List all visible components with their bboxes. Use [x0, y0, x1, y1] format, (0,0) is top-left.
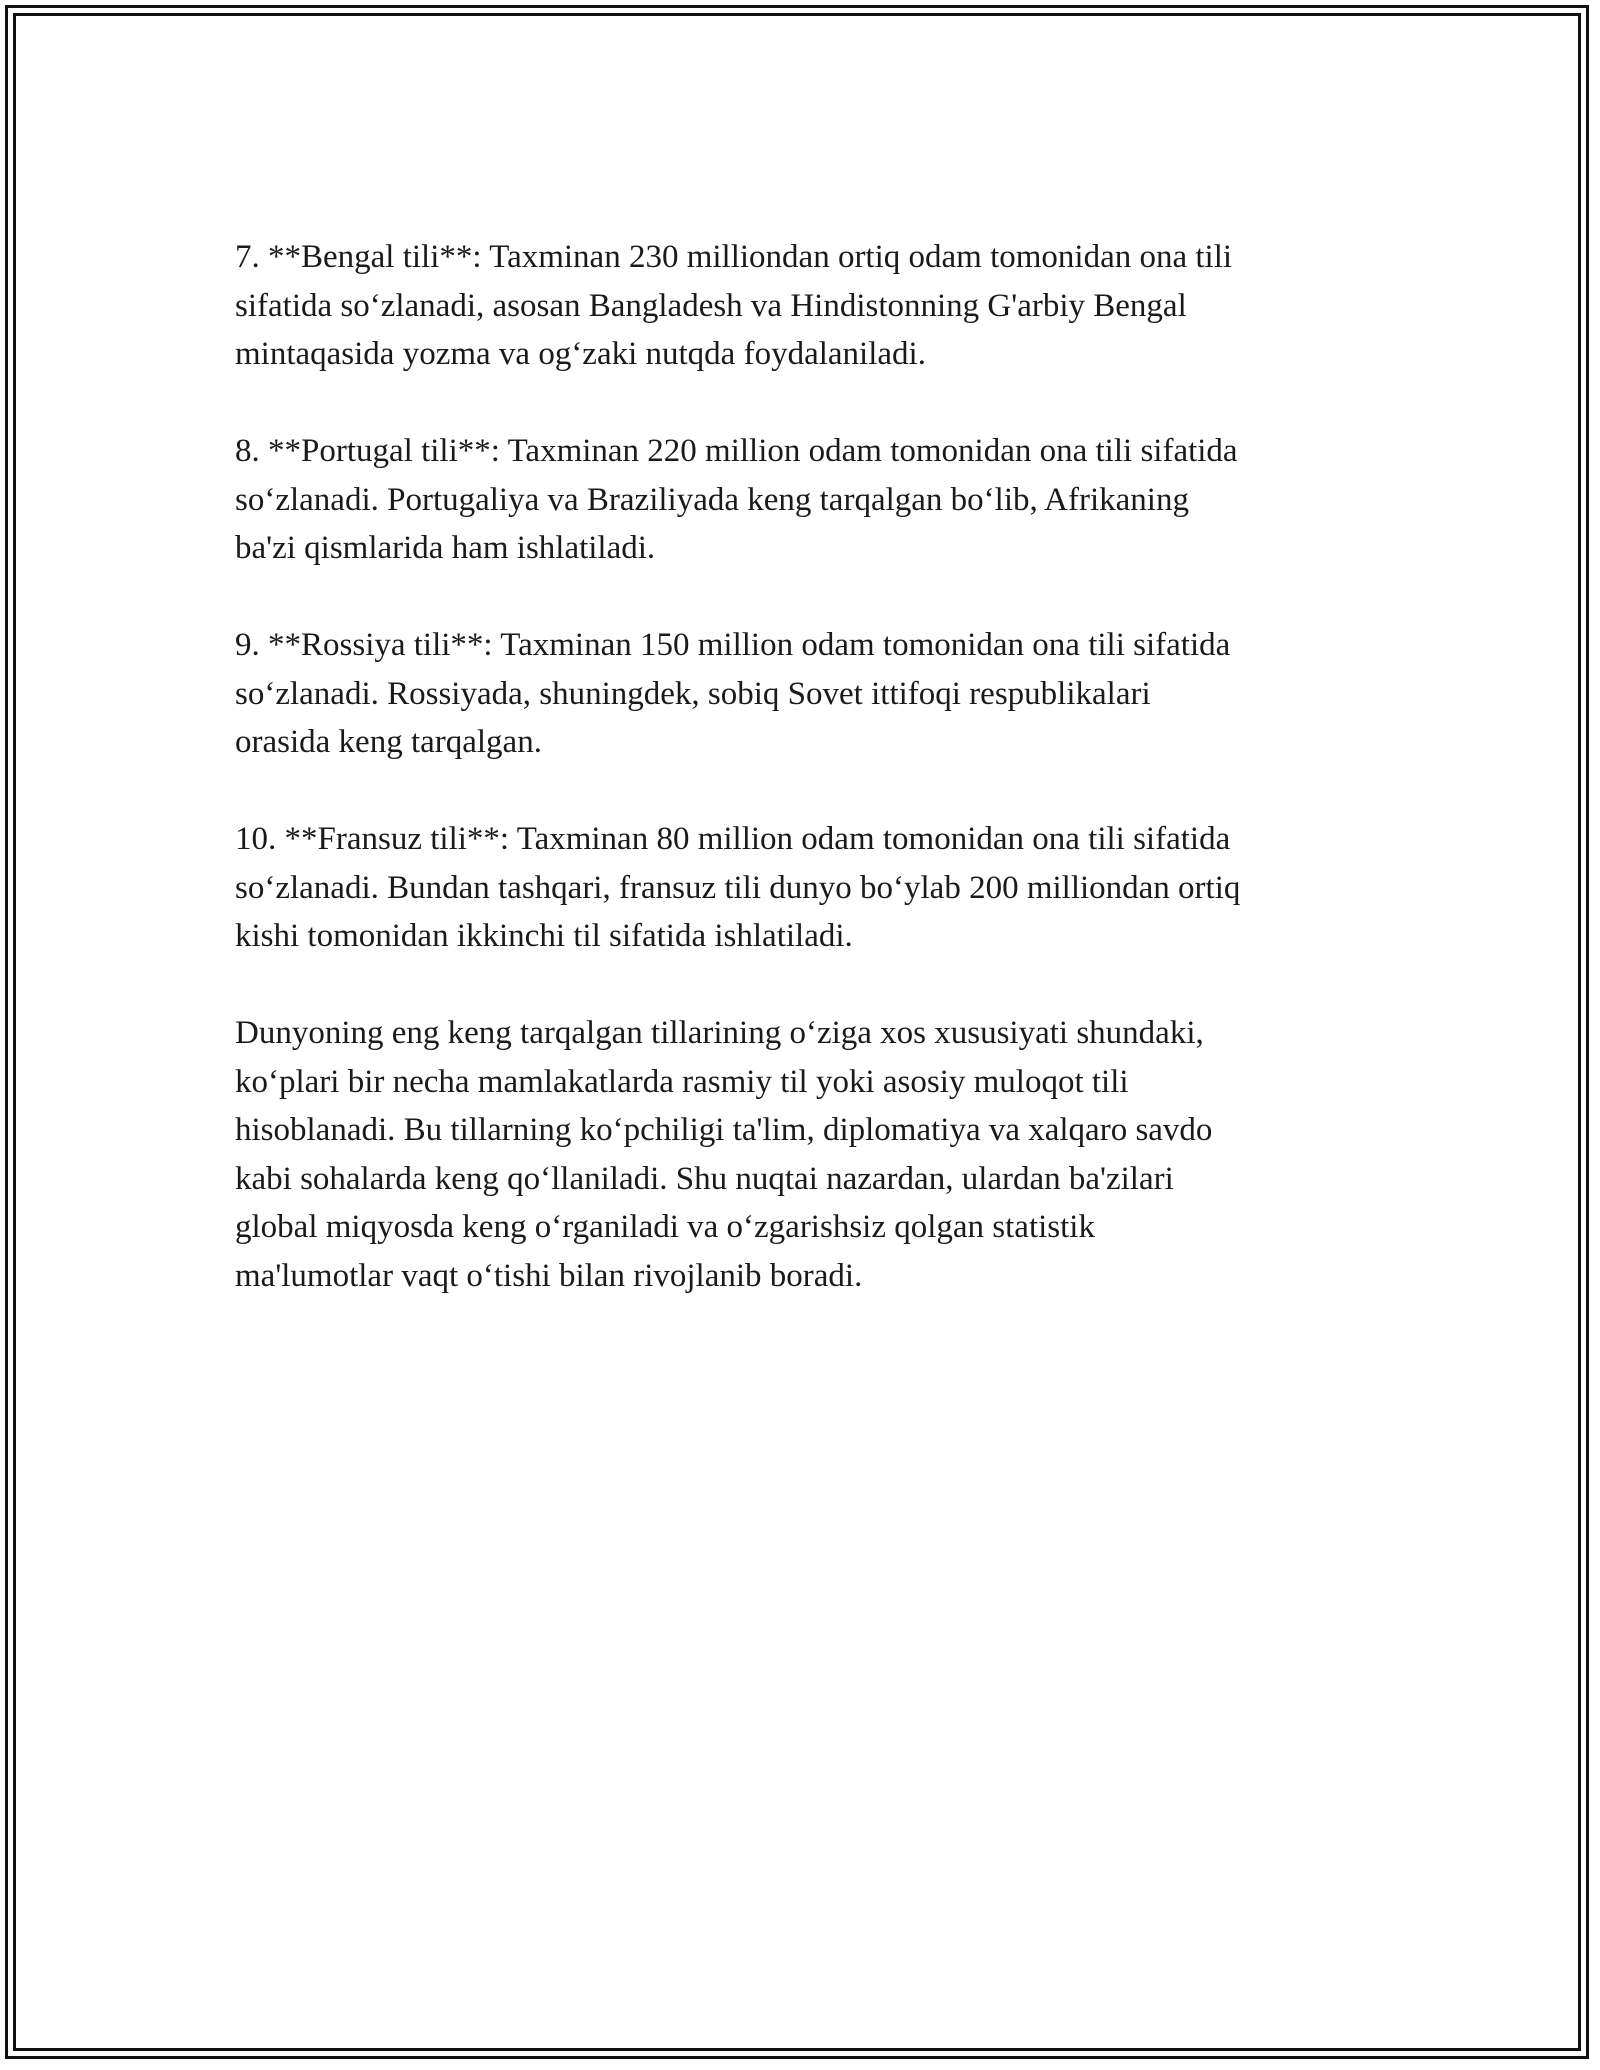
document-body — [235, 233, 1375, 1349]
paragraph-fransuz: 10. **Fransuz tili**: Taxminan 80 million odam tomonidan ona tili sifatida so‘zlanadi. Bundan tashqari, fransuz tili dunyo bo‘ylab 200 milliondan ortiq kishi tomonidan ikkinchi til sifatida ishlatiladi. — [235, 821, 1241, 954]
paragraph-rossiya: 9. **Rossiya tili**: Taxminan 150 million odam tomonidan ona tili sifatida so‘zlanadi. Rossiyada, shuningdek, sobiq Sovet ittifoqi respublikalari orasida keng tarqalgan. — [235, 627, 1231, 760]
paragraph-bengal: 7. **Bengal tili**: Taxminan 230 milliondan ortiq odam tomonidan ona tili sifatida so‘zlanadi, asosan Bangladesh va Hindistonning G'arbiy Bengal mintaqasida yozma va og‘zaki nutqda foydalaniladi. — [235, 239, 1233, 372]
paragraph-portugal: 8. **Portugal tili**: Taxminan 220 million odam tomonidan ona tili sifatida so‘zlanadi. Portugaliya va Braziliyada keng tarqalgan bo‘lib, Afrikaning ba'zi qismlarida ham ishlatiladi. — [235, 433, 1238, 566]
paragraph-summary: Dunyoning eng keng tarqalgan tillarining o‘ziga xos xususiyati shundaki, ko‘plari bir necha mamlakatlarda rasmiy til yoki asosiy muloqot tili hisoblanadi. Bu tillarning ko‘pchiligi ta'lim, diplomatiya va xalqaro savdo kabi sohalarda keng qo‘llaniladi. Shu nuqtai nazardan, ulardan ba'zilari global miqyosda keng o‘rganiladi va o‘zgarishsiz qolgan statistik ma'lumotlar vaqt o‘tishi bilan rivojlanib boradi. — [235, 1015, 1213, 1294]
